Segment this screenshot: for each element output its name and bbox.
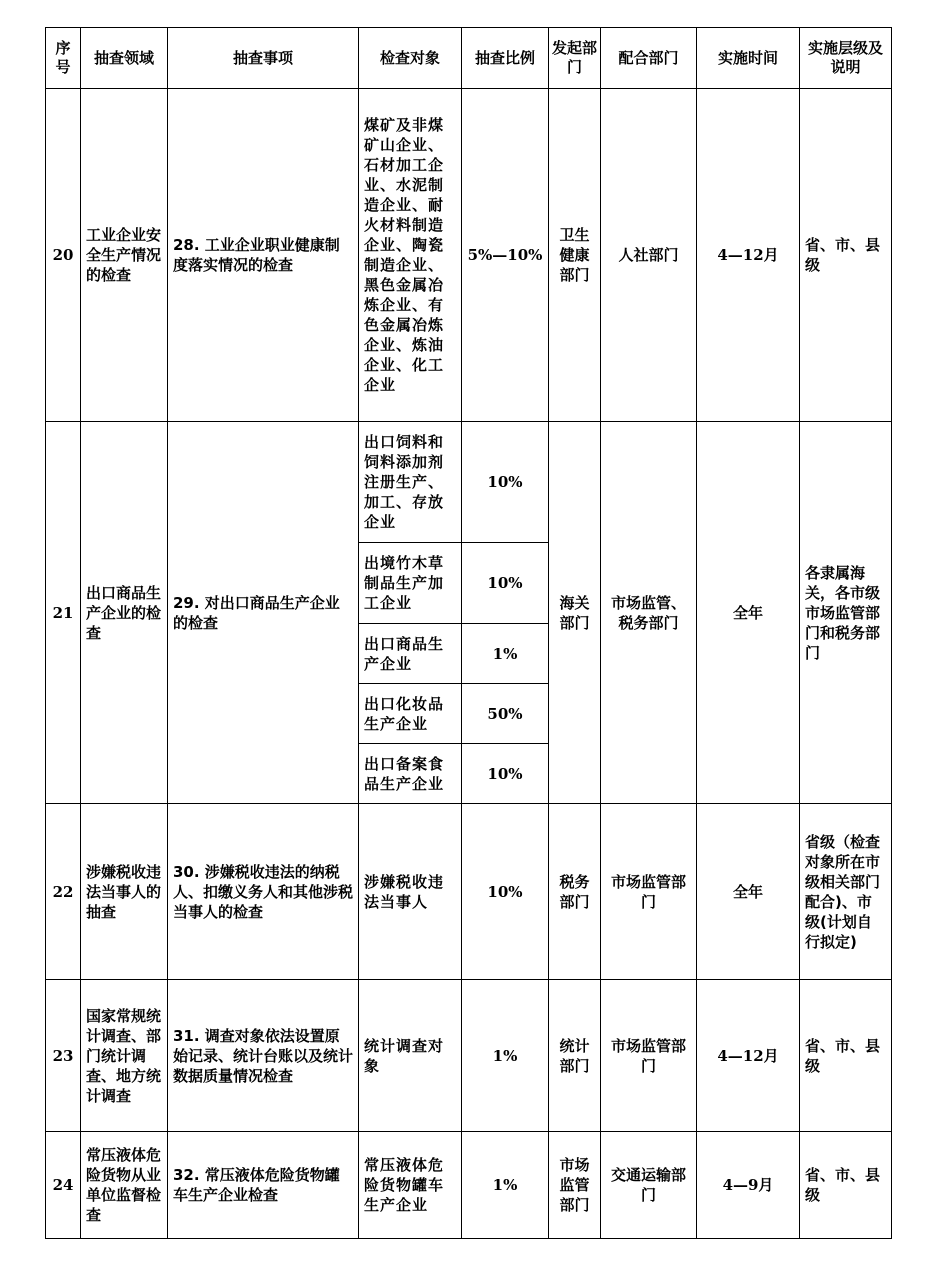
coop-cell: 市场监管部门 <box>601 804 697 980</box>
dept-cell: 卫生健康部门 <box>549 89 601 422</box>
header-seq: 序号 <box>46 28 81 89</box>
item-cell: 29. 对出口商品生产企业的检查 <box>168 422 359 804</box>
object-cell: 出境竹木草制品生产加工企业 <box>359 543 462 624</box>
time-cell: 4—9月 <box>697 1132 800 1239</box>
time-cell: 全年 <box>697 804 800 980</box>
field-cell: 工业企业安全生产情况的检查 <box>81 89 168 422</box>
time-cell: 全年 <box>697 422 800 804</box>
table-row <box>46 804 892 980</box>
header-level: 实施层级及说明 <box>800 28 892 89</box>
level-cell: 省、市、县级 <box>800 1132 892 1239</box>
item-cell: 31. 调查对象依法设置原始记录、统计台账以及统计数据质量情况检查 <box>168 980 359 1132</box>
coop-cell: 市场监管部门 <box>601 980 697 1132</box>
dept-cell: 市场监管部门 <box>549 1132 601 1239</box>
coop-cell: 人社部门 <box>601 89 697 422</box>
ratio-cell: 1% <box>462 624 549 684</box>
header-ratio: 抽查比例 <box>462 28 549 89</box>
seq-cell: 20 <box>46 89 81 422</box>
object-cell: 常压液体危险货物罐车生产企业 <box>359 1132 462 1239</box>
ratio-cell: 5%—10% <box>462 89 549 422</box>
seq-cell: 23 <box>46 980 81 1132</box>
ratio-cell: 10% <box>462 744 549 804</box>
table-row <box>46 1132 892 1239</box>
item-cell: 28. 工业企业职业健康制度落实情况的检查 <box>168 89 359 422</box>
object-cell: 统计调查对象 <box>359 980 462 1132</box>
dept-cell: 税务部门 <box>549 804 601 980</box>
dept-cell: 海关部门 <box>549 422 601 804</box>
level-cell: 各隶属海关，各市级市场监管部门和税务部门 <box>800 422 892 804</box>
ratio-cell: 1% <box>462 980 549 1132</box>
table-row <box>46 422 892 543</box>
coop-cell: 市场监管、税务部门 <box>601 422 697 804</box>
header-field: 抽查领域 <box>81 28 168 89</box>
table-row <box>46 89 892 422</box>
ratio-cell: 10% <box>462 543 549 624</box>
item-cell: 30. 涉嫌税收违法的纳税人、扣缴义务人和其他涉税当事人的检查 <box>168 804 359 980</box>
object-cell: 出口饲料和饲料添加剂注册生产、加工、存放企业 <box>359 422 462 543</box>
header-row <box>46 28 892 89</box>
object-cell: 出口商品生产企业 <box>359 624 462 684</box>
time-cell: 4—12月 <box>697 89 800 422</box>
field-cell: 涉嫌税收违法当事人的抽查 <box>81 804 168 980</box>
field-cell: 国家常规统计调查、部门统计调查、地方统计调查 <box>81 980 168 1132</box>
level-cell: 省、市、县级 <box>800 89 892 422</box>
header-time: 实施时间 <box>697 28 800 89</box>
field-cell: 常压液体危险货物从业单位监督检查 <box>81 1132 168 1239</box>
ratio-cell: 1% <box>462 1132 549 1239</box>
item-cell: 32. 常压液体危险货物罐车生产企业检查 <box>168 1132 359 1239</box>
inspection-table <box>45 27 892 1239</box>
header-item: 抽查事项 <box>168 28 359 89</box>
level-cell: 省、市、县级 <box>800 980 892 1132</box>
object-cell: 出口备案食品生产企业 <box>359 744 462 804</box>
table-row <box>46 980 892 1132</box>
header-object: 检查对象 <box>359 28 462 89</box>
header-coop: 配合部门 <box>601 28 697 89</box>
coop-cell: 交通运输部门 <box>601 1132 697 1239</box>
field-cell: 出口商品生产企业的检查 <box>81 422 168 804</box>
dept-cell: 统计部门 <box>549 980 601 1132</box>
ratio-cell: 50% <box>462 684 549 744</box>
level-cell: 省级（检查对象所在市级相关部门配合)、市级(计划自行拟定) <box>800 804 892 980</box>
object-cell: 煤矿及非煤矿山企业、石材加工企业、水泥制造企业、耐火材料制造企业、陶瓷制造企业、黑色金属冶炼企业、有色金属冶炼企业、炼油企业、化工企业 <box>359 89 462 422</box>
header-dept: 发起部门 <box>549 28 601 89</box>
seq-cell: 21 <box>46 422 81 804</box>
seq-cell: 22 <box>46 804 81 980</box>
object-cell: 涉嫌税收违法当事人 <box>359 804 462 980</box>
ratio-cell: 10% <box>462 422 549 543</box>
time-cell: 4—12月 <box>697 980 800 1132</box>
object-cell: 出口化妆品生产企业 <box>359 684 462 744</box>
seq-cell: 24 <box>46 1132 81 1239</box>
ratio-cell: 10% <box>462 804 549 980</box>
